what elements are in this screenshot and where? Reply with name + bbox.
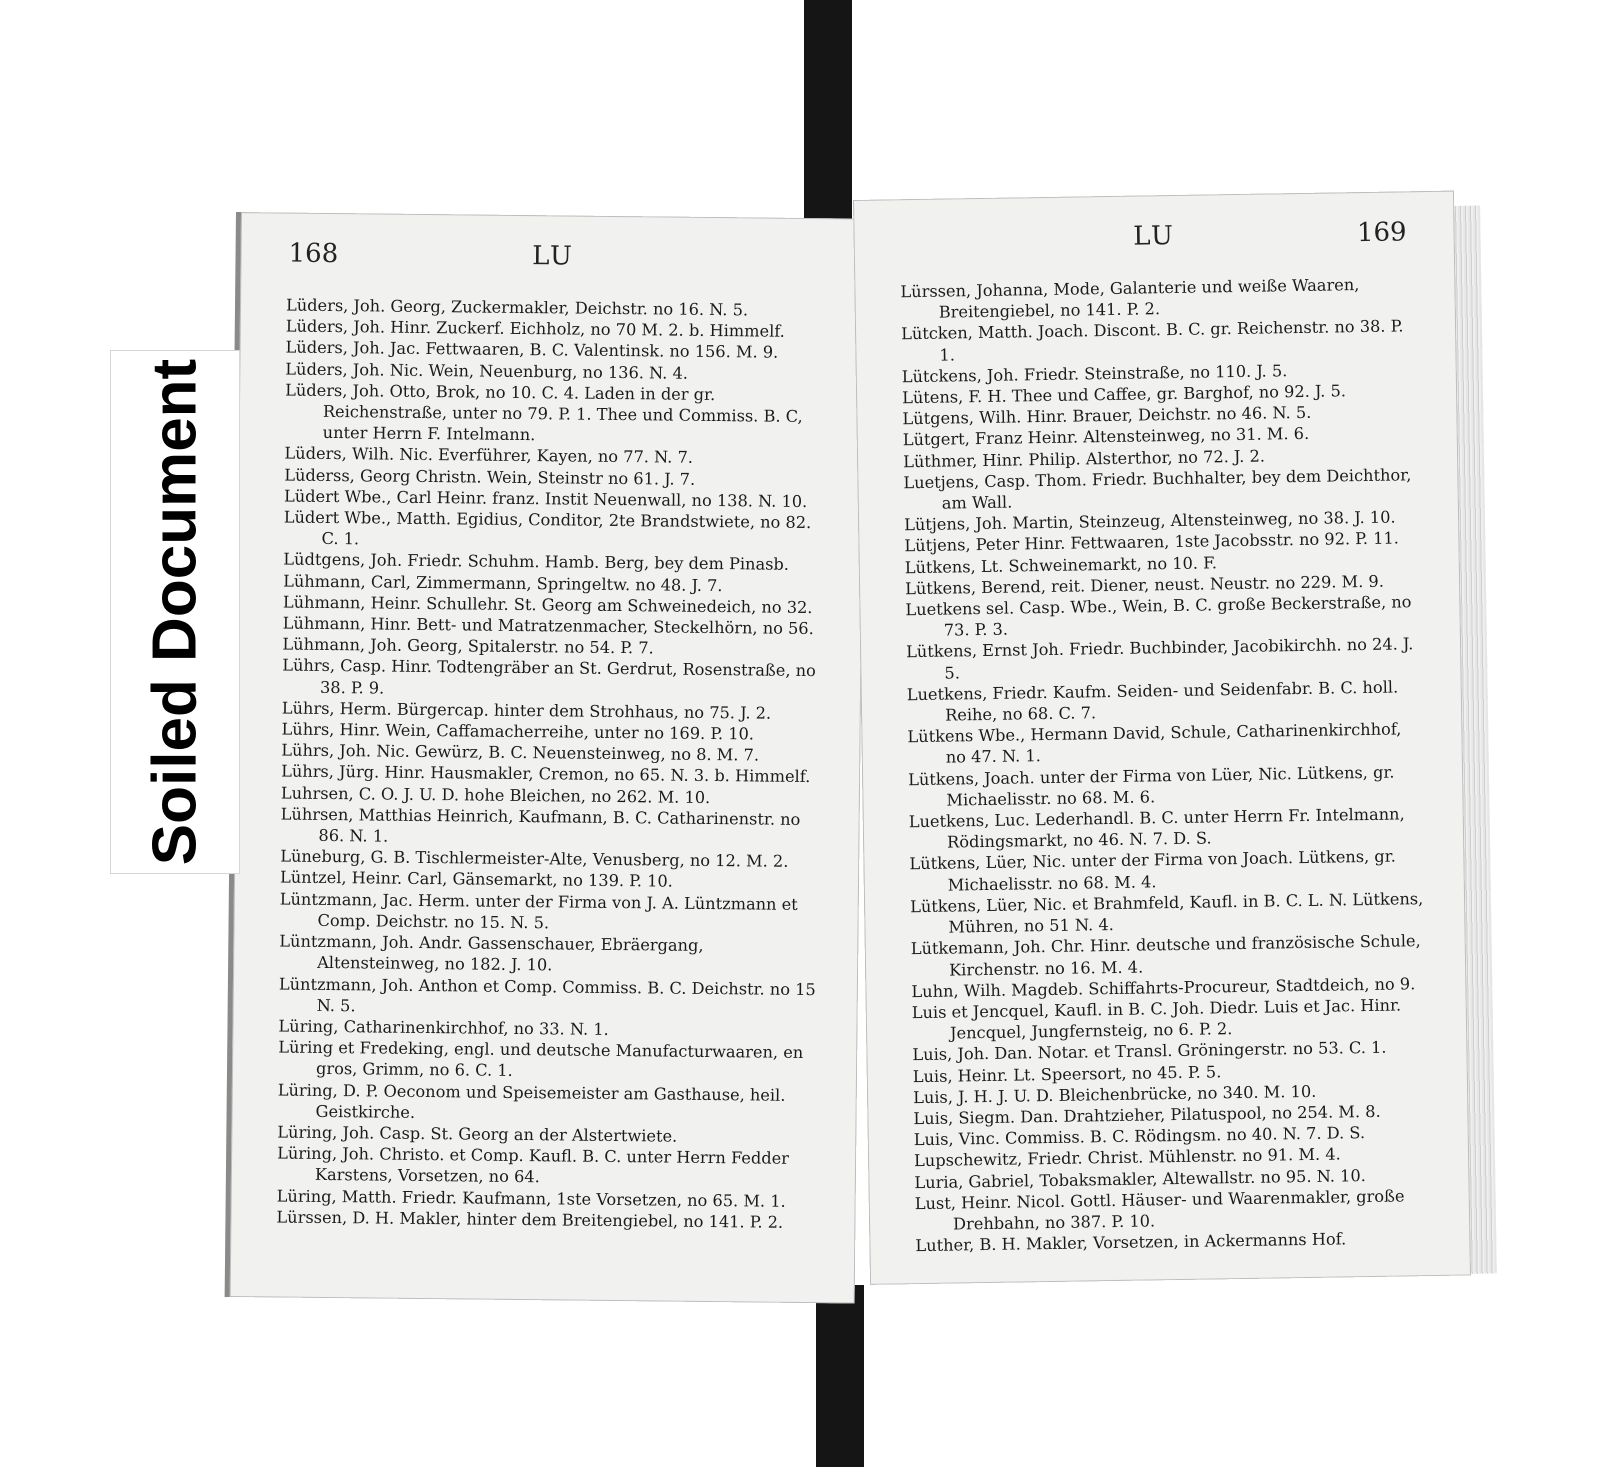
directory-entry: Lüring, Joh. Casp. St. Georg an der Alstertwiete.	[277, 1122, 678, 1146]
directory-entry: Lüring, Joh. Christo. et Comp. Kaufl. B. C. unter Herrn Fedder Karstens, Vorsetzen, no 64.	[277, 1143, 790, 1187]
directory-entry: Lupschewitz, Friedr. Christ. Mühlenstr. no 91. M. 4.	[913, 1144, 1341, 1171]
directory-entry: Lütkens, Berend, reit. Diener, neust. Neustr. no 229. M. 9.	[904, 571, 1385, 599]
directory-entry: Lürssen, Johanna, Mode, Galanterie und weiße Waaren, Breitengiebel, no 141. P. 2.	[900, 275, 1360, 322]
directory-entry: Lütkens, Lt. Schweinemarkt, no 10. F.	[904, 552, 1218, 577]
scanner-strip-bottom	[816, 1285, 864, 1467]
directory-entry: Lührs, Casp. Hinr. Todtengräber an St. Gerdrut, Rosenstraße, no 38. P. 9.	[282, 655, 816, 698]
directory-entry: Luis, Heinr. Lt. Speersort, no 45. P. 5.	[912, 1061, 1222, 1086]
directory-entry: Lührsen, Matthias Heinrich, Kaufmann, B. C. Catharinenstr. no 86. N. 1.	[280, 804, 801, 846]
directory-entry: Lühmann, Carl, Zimmermann, Springeltw. no 48. J. 7.	[283, 571, 723, 595]
directory-entry: Luis, Siegm. Dan. Drahtzieher, Pilatuspool, no 254. M. 8.	[913, 1101, 1381, 1129]
right-page	[853, 191, 1471, 1285]
directory-entry: Lüders, Joh. Nic. Wein, Neuenburg, no 136. N. 4.	[285, 359, 689, 383]
page-number: 169	[1356, 217, 1407, 249]
running-head: LU	[1132, 220, 1176, 252]
directory-entry: Luetkens sel. Casp. Wbe., Wein, B. C. große Beckerstraße, no 73. P. 3.	[905, 592, 1412, 640]
directory-entry: Lüders, Joh. Otto, Brok, no 10. C. 4. Laden in der gr. Reichenstraße, unter no 79. P. 1. Thee und Commiss. B. C, unter Herrn F. Intelmann.	[285, 380, 803, 445]
directory-entry: Lütens, F. H. Thee und Caffee, gr. Barghof, no 92. J. 5.	[901, 381, 1347, 408]
directory-entry: Lüders, Joh. Georg, Zuckermakler, Deichstr. no 16. N. 5.	[285, 295, 749, 320]
directory-entry: Luhn, Wilh. Magdeb. Schiffahrts-Procureur, Stadtdeich, no 9.	[911, 973, 1416, 1001]
directory-entry: Lühmann, Hinr. Bett- und Matratzenmacher, Steckelhörn, no 56.	[282, 613, 814, 639]
page-number: 168	[288, 238, 339, 270]
directory-entry: Lühmann, Heinr. Schullehr. St. Georg am Schweinedeich, no 32.	[282, 592, 813, 617]
directory-entry: Lüdtgens, Joh. Friedr. Schuhm. Hamb. Berg, bey dem Pinasb.	[283, 549, 790, 575]
directory-entry: Luria, Gabriel, Tobaksmakler, Altewallstr. no 95. N. 10.	[914, 1165, 1366, 1192]
directory-entry: Lütcken, Matth. Joach. Discont. B. C. gr. Reichenstr. no 38. P. 1.	[900, 316, 1404, 365]
directory-entry: Lüring, Matth. Friedr. Kaufmann, 1ste Vorsetzen, no 65. M. 1.	[276, 1186, 786, 1211]
directory-entry: Luetkens, Friedr. Kaufm. Seiden- und Seidenfabr. B. C. holl. Reihe, no 68. C. 7.	[906, 677, 1399, 725]
running-head: LU	[532, 241, 575, 272]
directory-entry: Lütgert, Franz Heinr. Altensteinweg, no 31. M. 6.	[902, 424, 1310, 450]
directory-entry: Lütgens, Wilh. Hinr. Brauer, Deichstr. no 46. N. 5.	[902, 403, 1312, 429]
directory-entry: Lühmann, Joh. Georg, Spitalerstr. no 54. P. 7.	[282, 634, 654, 658]
directory-entry: Lütkemann, Joh. Chr. Hinr. deutsche und französische Schule, Kirchenstr. no 16. M. 4.	[910, 931, 1421, 980]
directory-entry: Lürssen, D. H. Makler, hinter dem Breitengiebel, no 141. P. 2.	[276, 1207, 784, 1232]
directory-entry: Lust, Heinr. Nicol. Gottl. Häuser- und Waarenmakler, große Drehbahn, no 387. P. 10.	[914, 1186, 1405, 1234]
left-page	[225, 212, 866, 1304]
directory-entry: Lüring, Catharinenkirchhof, no 33. N. 1.	[278, 1016, 609, 1039]
stamp-label: Soiled Document	[140, 358, 210, 866]
directory-entry: Luetjens, Casp. Thom. Friedr. Buchhalter, bey dem Deichthor, am Wall.	[903, 465, 1412, 513]
directory-entry: Luhrsen, C. O. J. U. D. hohe Bleichen, no 262. M. 10.	[280, 783, 711, 807]
directory-entry: Lütkens, Lüer, Nic. unter der Firma von Joach. Lütkens, gr. Michaelisstr. no 68. M. 4.	[909, 847, 1396, 895]
directory-entry-list	[276, 295, 825, 1234]
directory-entry: Lührs, Herm. Bürgercap. hinter dem Strohhaus, no 75. J. 2.	[281, 698, 772, 723]
directory-entry: Luther, B. H. Makler, Vorsetzen, in Ackermanns Hof.	[915, 1229, 1347, 1256]
directory-entry: Lütkens, Lüer, Nic. et Brahmfeld, Kaufl. in B. C. L. N. Lütkens, Mühren, no 51 N. 4.	[909, 889, 1424, 937]
directory-entry: Lüders, Wilh. Nic. Everführer, Kayen, no 77. N. 7.	[284, 443, 694, 468]
directory-entry: Lütjens, Peter Hinr. Fettwaaren, 1ste Jacobsstr. no 92. P. 11.	[904, 528, 1400, 556]
directory-entry: Lührs, Jürg. Hinr. Hausmakler, Cremon, no 65. N. 3. b. Himmelf.	[281, 761, 811, 787]
directory-entry-list	[900, 273, 1430, 1256]
directory-entry: Lüntzmann, Jac. Herm. unter der Firma von J. A. Lüntzmann et Comp. Deichstr. no 15. N. 5.	[279, 889, 798, 933]
directory-entry: Luetkens, Luc. Lederhandl. B. C. unter Herrn Fr. Intelmann, Rödingsmarkt, no 46. N. 7. D. S.	[908, 804, 1405, 852]
directory-entry: Lüthmer, Hinr. Philip. Alsterthor, no 72. J. 2.	[902, 446, 1266, 471]
directory-entry: Lüderss, Georg Christn. Wein, Steinstr no 61. J. 7.	[284, 465, 696, 489]
directory-entry: Lütkens, Ernst Joh. Friedr. Buchbinder, Jacobikirchh. no 24. J. 5.	[905, 634, 1414, 683]
directory-entry: Lüdert Wbe., Matth. Egidius, Conditor, 2te Brandstwiete, no 82. C. 1.	[283, 507, 812, 549]
directory-entry: Lüring, D. P. Oeconom und Speisemeister am Gasthause, heil. Geistkirche.	[277, 1080, 786, 1122]
directory-entry: Lüntzmann, Joh. Anthon et Comp. Commiss. B. C. Deichstr. no 15 N. 5.	[278, 973, 816, 1015]
directory-entry: Lütkens Wbe., Hermann David, Schule, Catharinenkirchhof, no 47. N. 1.	[907, 719, 1402, 768]
directory-entry: Luis, Joh. Dan. Notar. et Transl. Gröningerstr. no 53. C. 1.	[912, 1038, 1387, 1065]
soiled-document-stamp	[110, 350, 240, 874]
directory-entry: Lührs, Hinr. Wein, Caffamacherreihe, unter no 169. P. 10.	[281, 719, 755, 744]
directory-entry: Lührs, Joh. Nic. Gewürz, B. C. Neuensteinweg, no 8. M. 7.	[281, 740, 760, 765]
directory-entry: Luis, Vinc. Commiss. B. C. Rödingsm. no 40. N. 7. D. S.	[913, 1123, 1366, 1150]
directory-entry: Lüring et Fredeking, engl. und deutsche Manufacturwaaren, en gros, Grimm, no 6. C. 1.	[278, 1037, 804, 1081]
directory-entry: Luis, J. H. J. U. D. Bleichenbrücke, no 340. M. 10.	[912, 1081, 1317, 1107]
left-page-header	[288, 239, 817, 285]
directory-entry: Luis et Jencquel, Kaufl. in B. C. Joh. Diedr. Luis et Jac. Hinr. Jencquel, Jungfernsteig, no 6. P. 2.	[911, 995, 1402, 1043]
directory-entry: Lüders, Joh. Jac. Fettwaaren, B. C. Valentinsk. no 156. M. 9.	[285, 337, 779, 363]
directory-entry: Lütckens, Joh. Friedr. Steinstraße, no 110. J. 5.	[901, 361, 1288, 387]
directory-entry: Lütjens, Joh. Martin, Steinzeug, Altensteinweg, no 38. J. 10.	[903, 507, 1396, 535]
directory-entry: Lüneburg, G. B. Tischlermeister-Alte, Venusberg, no 12. M. 2.	[280, 846, 789, 872]
right-page-header	[901, 217, 1407, 265]
directory-entry: Lüntzel, Heinr. Carl, Gänsemarkt, no 139. P. 10.	[279, 867, 673, 892]
directory-entry: Lüders, Joh. Hinr. Zuckerf. Eichholz, no 70 M. 2. b. Himmelf.	[285, 316, 785, 341]
scanner-strip-top	[804, 0, 852, 220]
directory-entry: Lüdert Wbe., Carl Heinr. franz. Instit Neuenwall, no 138. N. 10.	[283, 486, 808, 511]
directory-entry: Lütkens, Joach. unter der Firma von Lüer, Nic. Lütkens, gr. Michaelisstr. no 68. M. 6.	[907, 762, 1395, 810]
directory-entry: Lüntzmann, Joh. Andr. Gassenschauer, Ebräergang, Altensteinweg, no 182. J. 10.	[279, 931, 704, 975]
